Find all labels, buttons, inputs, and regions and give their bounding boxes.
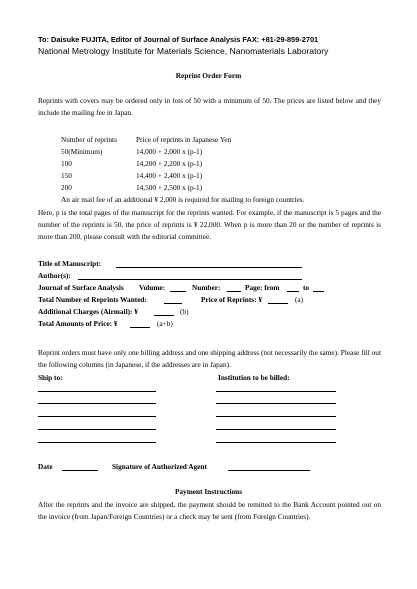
price-field-line[interactable] bbox=[268, 303, 288, 304]
price-marker: (a) bbox=[295, 295, 304, 304]
volume-field-line[interactable] bbox=[170, 291, 186, 292]
address-note-paragraph: Reprint orders must have only one billing address and one shipping address (not necessarily the same). Please fill out the following columns (in Japanese, if the addresses are in Japan). bbox=[38, 348, 381, 369]
date-field-line[interactable] bbox=[62, 470, 98, 471]
payment-title: Payment Instructions bbox=[174, 487, 243, 496]
payment-paragraph: After the reprints and the invoice are shipped, the payment should be remitted to the Bank Account pointed out on the invoice (from Japan/Foreign Countries) or a check may be sent (from Foreign Countries). bbox=[38, 500, 381, 521]
signature-label: Signature of Authorized Agent bbox=[112, 462, 207, 471]
authors-field-label: Author(s): bbox=[38, 271, 71, 280]
journal-label: Journal of Surface Analysis bbox=[38, 283, 124, 292]
page-to-field-line[interactable] bbox=[313, 291, 324, 292]
ship-to-line[interactable] bbox=[38, 403, 156, 404]
page-from-field-line[interactable] bbox=[287, 291, 299, 292]
title-field-line[interactable] bbox=[116, 267, 302, 268]
table-row-number: 100 bbox=[61, 159, 72, 168]
volume-label: Volume: bbox=[139, 283, 166, 292]
ship-to-line[interactable] bbox=[38, 391, 156, 392]
billing-line[interactable] bbox=[216, 442, 336, 443]
total-marker: (a+b) bbox=[157, 319, 173, 328]
table-row-price: 14,500 + 2,500 x (p-1) bbox=[136, 183, 203, 192]
table-row-price: 14,200 + 2,200 x (p-1) bbox=[136, 159, 203, 168]
title-field-label: Title of Manuscript: bbox=[38, 259, 102, 268]
ship-to-line[interactable] bbox=[38, 429, 156, 430]
total-amount-field-line[interactable] bbox=[130, 327, 150, 328]
total-amount-label: Total Amounts of Price: ¥ bbox=[38, 319, 118, 328]
contact-line: To: Daisuke FUJITA, Editor of Journal of Surface Analysis FAX: +81-29-859-2701 bbox=[38, 35, 319, 44]
table-row-number: 50(Minimum) bbox=[61, 147, 103, 156]
date-label: Date bbox=[38, 462, 53, 471]
total-reprints-label: Total Number of Reprints Wanted: bbox=[38, 295, 147, 304]
page-from-label: Page: from bbox=[245, 283, 280, 292]
billing-label: Institution to be billed: bbox=[218, 373, 290, 382]
ship-to-label: Ship to: bbox=[38, 373, 63, 382]
page-to-label: to bbox=[303, 283, 310, 292]
billing-line[interactable] bbox=[216, 429, 336, 430]
ship-to-line[interactable] bbox=[38, 442, 156, 443]
additional-charges-field-line[interactable] bbox=[154, 315, 174, 316]
table-header-number: Number of reprints bbox=[61, 135, 117, 144]
authors-field-line[interactable] bbox=[78, 279, 302, 280]
billing-line[interactable] bbox=[216, 416, 336, 417]
airmail-note: An air mail fee of an additional ¥ 2,000 is required for mailing to foreign countries. bbox=[61, 195, 305, 204]
billing-line[interactable] bbox=[216, 391, 336, 392]
signature-field-line[interactable] bbox=[228, 470, 310, 471]
additional-marker: (b) bbox=[180, 307, 189, 316]
number-field-line[interactable] bbox=[227, 291, 241, 292]
price-label: Price of Reprints: ¥ bbox=[201, 295, 262, 304]
explanation-paragraph: Here, p is the total pages of the manuscript for the reprints wanted. For example, if the manuscript is 5 pages and the number of the reprints is 50, the price of reprints is ¥ 22,000. When p is more than 20 or the number of reprints is more than 200, please consult with the editorial committee. bbox=[38, 208, 381, 241]
form-title: Reprint Order Form bbox=[175, 71, 242, 80]
billing-line[interactable] bbox=[216, 403, 336, 404]
table-row-number: 200 bbox=[61, 183, 72, 192]
table-row-number: 150 bbox=[61, 171, 72, 180]
intro-paragraph: Reprints with covers may be ordered only in lots of 50 with a minimum of 50. The prices are listed below and they include the mailing fee in Japan. bbox=[38, 96, 381, 117]
table-row-price: 14,000 + 2,000 x (p-1) bbox=[136, 147, 203, 156]
table-row-price: 14,400 + 2,400 x (p-1) bbox=[136, 171, 203, 180]
additional-charges-label: Additional Charges (Airmail): ¥ bbox=[38, 307, 138, 316]
total-reprints-field-line[interactable] bbox=[164, 303, 182, 304]
table-header-price: Price of reprints in Japanese Yen bbox=[136, 135, 232, 144]
number-label: Number: bbox=[192, 283, 221, 292]
institute-line: National Metrology Institute for Materials Science, Nanomaterials Laboratory bbox=[38, 46, 329, 56]
ship-to-line[interactable] bbox=[38, 416, 156, 417]
